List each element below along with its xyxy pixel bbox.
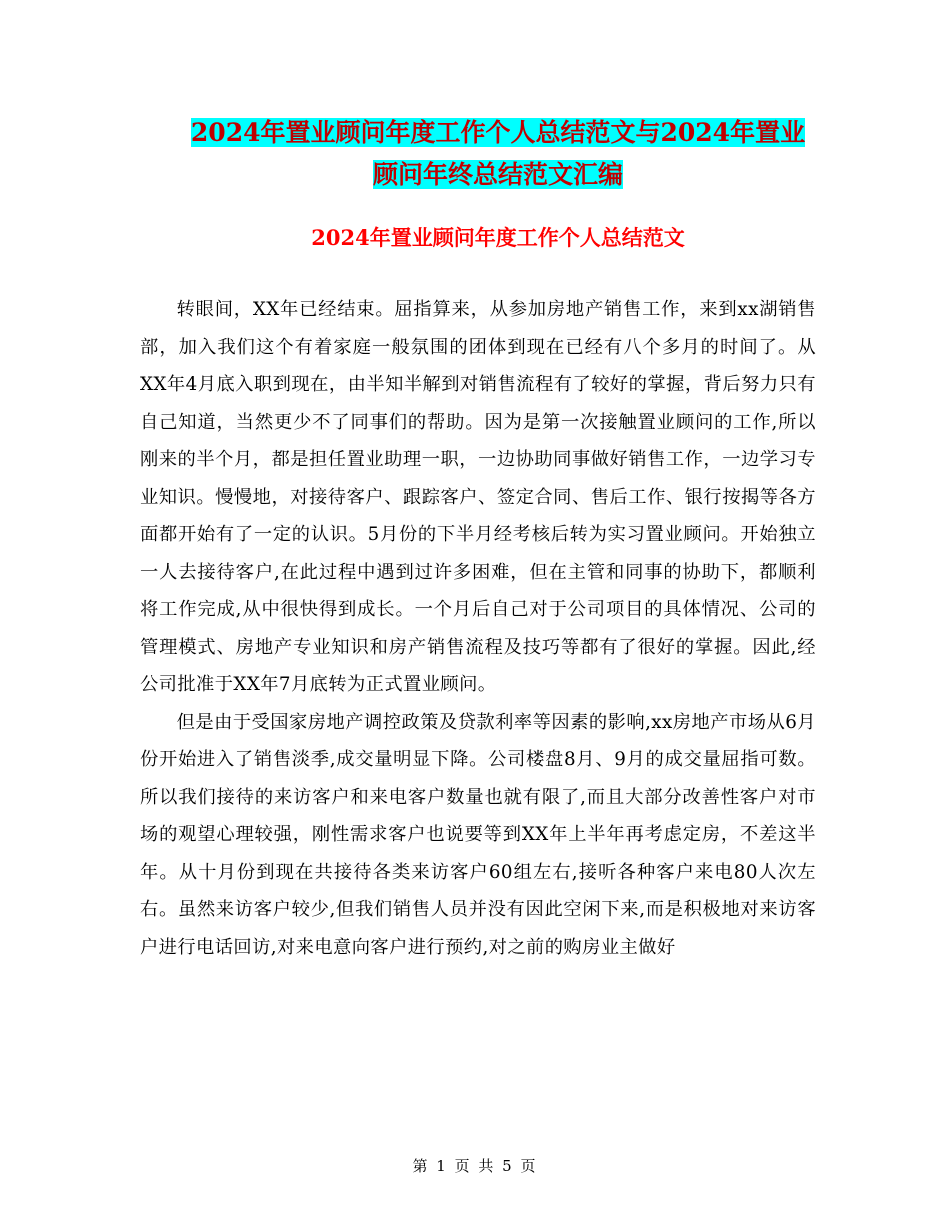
paragraph-1: 转眼间，XX年已经结束。屈指算来，从参加房地产销售工作，来到xx湖销售部，加入我们这个有着家庭一般氛围的团体到现在已经有八个多月的时间了。从XX年4月底入职到现在，由半知半解到对销售流程有了较好的掌握，背后努力只有自己知道，当然更少不了同事们的帮助。因为是第一次接触置业顾问的工作,所以刚来的半个月，都是担任置业助理一职，一边协助同事做好销售工作，一边学习专业知识。慢慢地，对接待客户、跟踪客户、签定合同、售后工作、银行按揭等各方面都开始有了一定的认识。5月份的下半月经考核后转为实习置业顾问。开始独立一人去接待客户,在此过程中遇到过许多困难，但在主管和同事的协助下，都顺利将工作完成,从中很快得到成长。一个月后自己对于公司项目的具体情况、公司的管理模式、房地产专业知识和房产销售流程及技巧等都有了很好的掌握。因此,经公司批准于XX年7月底转为正式置业顾问。 (140, 299, 816, 695)
document-main-title (140, 112, 856, 196)
main-title-line-1: 2024年置业顾问年度工作个人总结范文与2024年置业 (190, 118, 806, 147)
page-number-footer: 第 1 页 共 5 页 (412, 1157, 538, 1175)
document-body (140, 291, 816, 966)
main-title-line-2: 顾问年终总结范文汇编 (372, 160, 623, 189)
paragraph-2: 但是由于受国家房地产调控政策及贷款利率等因素的影响,xx房地产市场从6月份开始进入了销售淡季,成交量明显下降。公司楼盘8月、9月的成交量屈指可数。所以我们接待的来访客户和来电客户数量也就有限了,而且大部分改善性客户对市场的观望心理较强，刚性需求客户也说要等到XX年上半年再考虑定房，不差这半年。从十月份到现在共接待各类来访客户60组左右,接听各种客户来电80人次左右。虽然来访客户较少,但我们销售人员并没有因此空闲下来,而是积极地对来访客户进行电话回访,对来电意向客户进行预约,对之前的购房业主做好 (140, 711, 816, 958)
section-subtitle: 2024年置业顾问年度工作个人总结范文 (311, 225, 685, 250)
